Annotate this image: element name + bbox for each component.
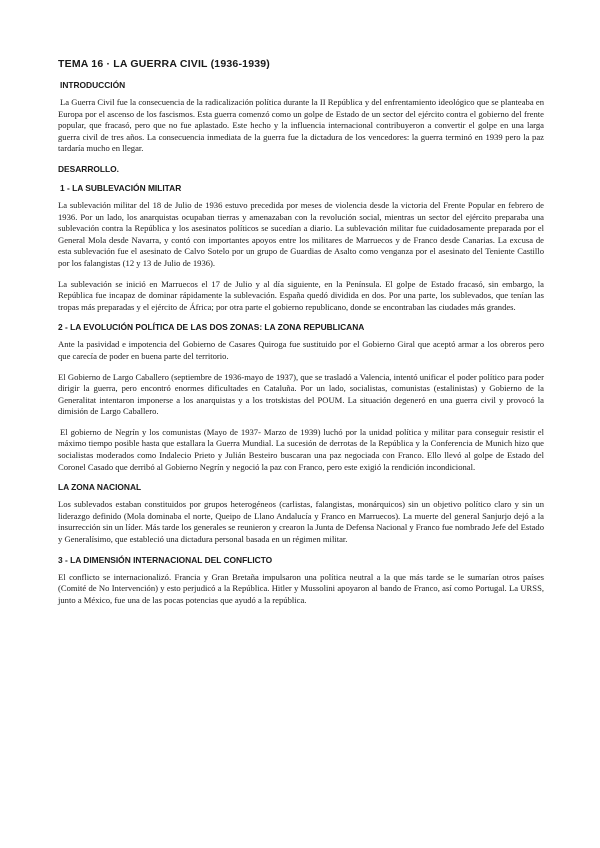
- section2-paragraph-3: El gobierno de Negrín y los comunistas (Mayo de 1937- Marzo de 1939) luchó por la unidad política y militar para conseguir resistir el máximo tiempo posible hasta que estallara la Guerra Mundial. La sucesión de derrotas de la República y la Conferencia de Munich hizo que socialistas moderados como Indalecio Prieto y Julián Besteiro buscaran una paz negociada con Franco. Ello llevó al golpe de Estado del Coronel Casado que derribó al Gobierno Negrín y negoció la paz con Franco, pero este exigió la rendición incondicional.: [58, 426, 544, 472]
- document-page: [58, 58, 544, 615]
- section2-paragraph-2: El Gobierno de Largo Caballero (septiembre de 1936-mayo de 1937), que se trasladó a Valencia, intentó unificar el poder político para poder dirigir la guerra, pero encontró enormes dificultades en Cataluña. Por un lado, socialistas, comunistas (estalinistas) y Gobierno de la Generalitat intentaron imponerse a los anarquistas y a los trotskistas del POUM. La situación degeneró en una guerra civil y provocó la dimisión de Largo Caballero.: [58, 371, 544, 417]
- section1-paragraph-2: La sublevación se inició en Marruecos el 17 de Julio y al día siguiente, en la Península. El golpe de Estado fracasó, sin embargo, la República fue incapaz de dominar rápidamente la sublevación. España quedó dividida en dos. Por una parte, los sublevados, que tenían las tropas más preparadas y el ejército de África; por otra parte el gobierno republicano, donde se encontraban las ciudades más grandes.: [58, 278, 544, 312]
- nacional-heading: LA ZONA NACIONAL: [58, 482, 142, 493]
- intro-paragraph: La Guerra Civil fue la consecuencia de la radicalización política durante la II República y del enfrentamiento ideológico que se planteaba en Europa por el ascenso de los fascismos. Esta guerra comenzó como un golpe de Estado de un sector del ejército contra el gobierno del frente popular, que fracasó, pero que no fue aplastado. Este hecho y la influencia internacional contribuyeron a convertir el golpe en una larga guerra civil de tres años. La consecuencia inmediata de la guerra fue la dictadura de los vencedores: la guerra terminó en 1939 pero la paz tardaría mucho en llegar.: [58, 97, 544, 154]
- nacional-paragraph-1: Los sublevados estaban constituidos por grupos heterogéneos (carlistas, falangistas, monárquicos) sin un objetivo político claro y sin un liderazgo definido (Mola dominaba el norte, Queipo de Llano Andalucía y Franco en Marruecos). La muerte del general Sanjurjo dejó a la insurrección sin un líder. Más tarde los generales se reunieron y crearon la Junta de Defensa Nacional y Franco fue nombrado Jefe del Estado y Generalísimo, que estableció una dictadura personal basada en un régimen militar.: [58, 499, 544, 545]
- section1-paragraph-1: La sublevación militar del 18 de Julio de 1936 estuvo precedida por meses de violencia desde la victoria del Frente Popular en febrero de 1936. Por un lado, los anarquistas ocupaban tierras y amenazaban con la revolución social, mientras un sector del ejército preparaba una sublevación contra la República y los asesinatos políticos se sucedían a diario. La sublevación militar fue cuidadosamente preparada por el General Mola desde Navarra, y contó con importantes apoyos entre los militares de Marruecos y de Franco desde Canarias. La excusa de esta sublevación fue el asesinato de Calvo Sotelo por un grupo de Guardias de Asalto como venganza por el asesinato del Teniente Castillo por los falangistas (12 y 13 de Julio de 1936).: [58, 199, 544, 268]
- section3-paragraph-1: El conflicto se internacionalizó. Francia y Gran Bretaña impulsaron una política neutral a la que más tarde se le sumarían otros países (Comité de No Intervención) y esto perjudicó a la República. Hitler y Mussolini apoyaron al bando de Franco, así como Portugal. La URSS, junto a México, fue una de las pocas potencias que ayudó a la república.: [58, 571, 544, 605]
- section2-heading: 2 - LA EVOLUCIÓN POLÍTICA DE LAS DOS ZONAS: LA ZONA REPUBLICANA: [58, 322, 365, 333]
- section2-paragraph-1: Ante la pasividad e impotencia del Gobierno de Casares Quiroga fue sustituido por el Gobierno Giral que aceptó armar a los obreros pero que carecía de poder en buena parte del territorio.: [58, 339, 544, 361]
- intro-heading: INTRODUCCIÓN: [60, 80, 126, 90]
- document-title: TEMA 16 · LA GUERRA CIVIL (1936-1939): [58, 58, 271, 70]
- desarrollo-heading: DESARROLLO.: [58, 163, 119, 174]
- section3-heading: 3 - LA DIMENSIÓN INTERNACIONAL DEL CONFLICTO: [58, 554, 273, 565]
- section1-heading: 1 - LA SUBLEVACIÓN MILITAR: [60, 182, 182, 193]
